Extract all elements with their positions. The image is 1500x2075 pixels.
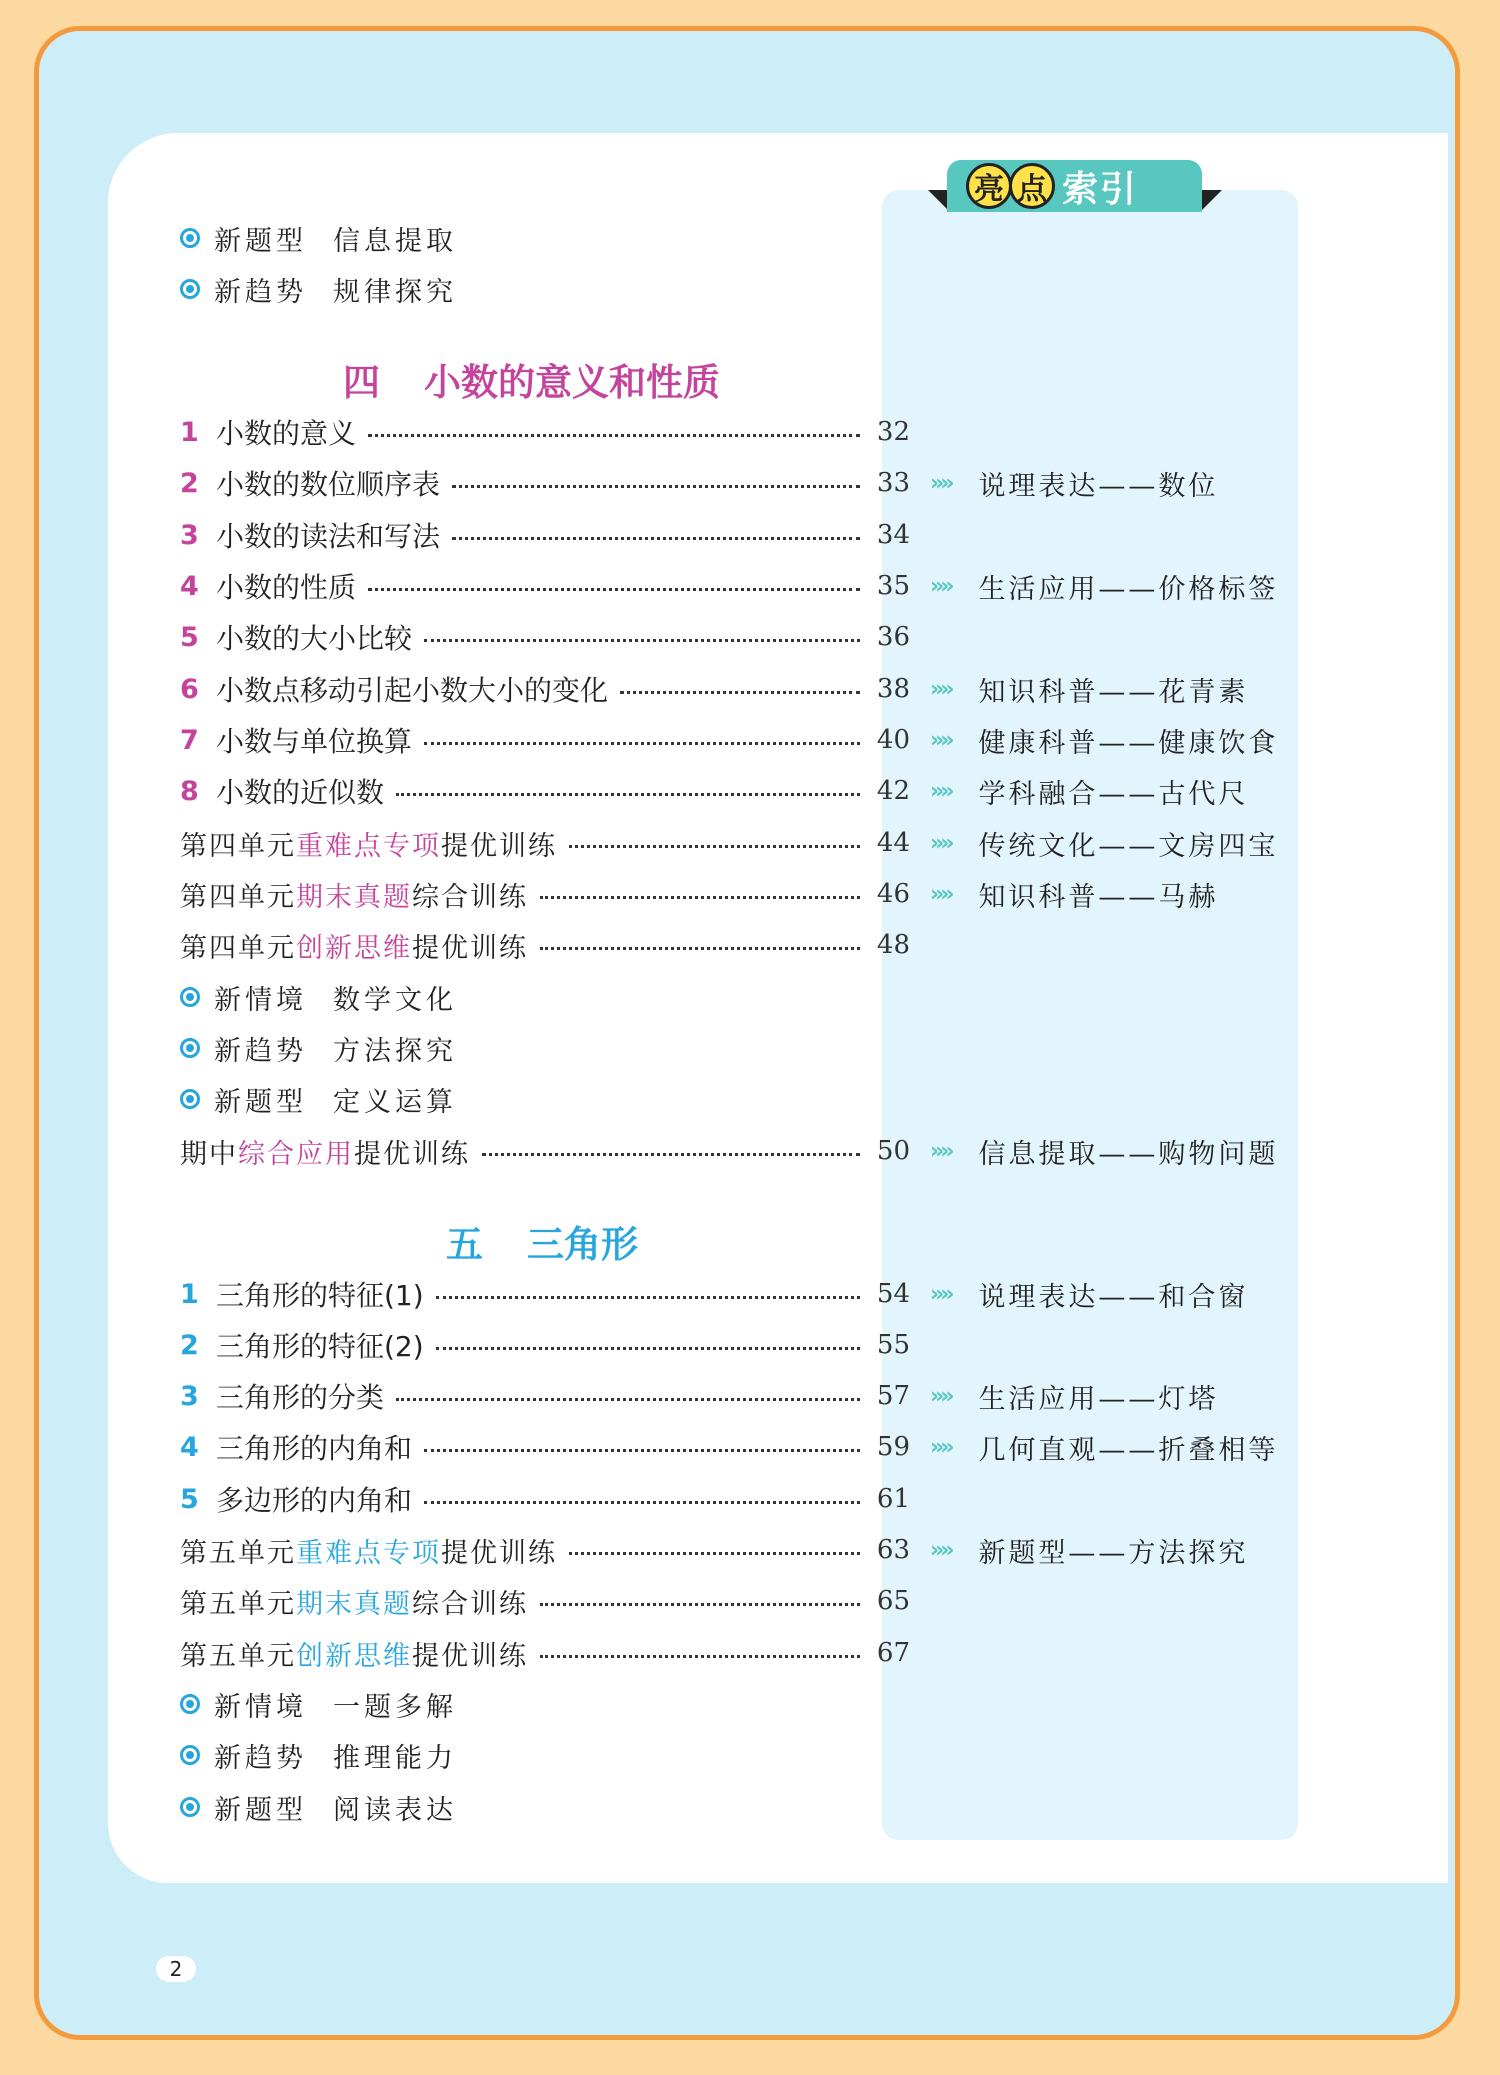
chevron-icon: »» (930, 1383, 951, 1409)
page-number: 35 (876, 571, 910, 601)
highlight-text: 信息提取——购物问题 (978, 1138, 1279, 1170)
page-number: 65 (876, 1586, 910, 1616)
chevron-icon: »» (930, 1537, 951, 1563)
lesson-title: 三角形的特征(2) (216, 1330, 424, 1363)
toc-row[interactable] (180, 1272, 910, 1316)
leader-dots (424, 1501, 860, 1504)
lesson-number: 5 (180, 621, 199, 653)
unit4-number: 四 (343, 361, 380, 404)
bullet-item (180, 216, 457, 260)
leader-dots (436, 1347, 860, 1350)
toc-row[interactable] (180, 615, 910, 659)
training-row[interactable] (180, 872, 910, 916)
lesson-number: 2 (180, 467, 199, 499)
lesson-number: 4 (180, 570, 199, 602)
page-number: 54 (876, 1279, 910, 1309)
bullet-text: 方法探究 (333, 1035, 457, 1067)
unit4-heading (343, 352, 720, 406)
highlight-entry (930, 718, 1278, 762)
highlight-entry (930, 461, 1218, 505)
training-type: 提优训练 (354, 1138, 470, 1170)
training-highlight: 重难点专项 (296, 830, 441, 862)
training-row[interactable] (180, 923, 910, 967)
toc-row[interactable] (180, 769, 910, 813)
page-number: 32 (876, 417, 910, 447)
highlight-entry (930, 821, 1278, 865)
bullet-tag: 新趋势 (214, 1742, 307, 1774)
training-highlight: 创新思维 (296, 1640, 412, 1672)
leader-dots (540, 896, 860, 899)
training-unit: 第五单元 (180, 1537, 296, 1569)
chevron-icon: »» (930, 727, 951, 753)
training-highlight: 重难点专项 (296, 1537, 441, 1569)
training-highlight: 创新思维 (296, 932, 412, 964)
highlight-entry (930, 1425, 1278, 1469)
training-highlight: 期末真题 (296, 881, 412, 913)
bullet-item (180, 1026, 457, 1070)
lesson-number: 7 (180, 724, 199, 756)
toc-row[interactable] (180, 718, 910, 762)
page-number: 50 (876, 1136, 910, 1166)
bullet-tag: 新情境 (214, 1691, 307, 1723)
highlight-text: 知识科普——花青素 (978, 676, 1249, 708)
training-type: 综合训练 (412, 1588, 528, 1620)
lesson-number: 3 (180, 519, 199, 551)
highlight-text: 健康科普——健康饮食 (978, 727, 1279, 759)
highlight-index-panel (882, 190, 1298, 1840)
training-unit: 第四单元 (180, 830, 296, 862)
toc-row[interactable] (180, 1425, 910, 1469)
bullet-item (180, 1785, 457, 1829)
bullet-tag: 新情境 (214, 984, 307, 1016)
bullet-item (180, 267, 457, 311)
training-unit: 第四单元 (180, 881, 296, 913)
chevron-icon: »» (930, 830, 951, 856)
page-number: 61 (876, 1484, 910, 1514)
lesson-title: 小数与单位换算 (216, 725, 413, 758)
highlight-text: 新题型——方法探究 (978, 1537, 1249, 1569)
highlight-text: 传统文化——文房四宝 (978, 830, 1279, 862)
lesson-title: 三角形的特征(1) (216, 1279, 424, 1312)
page-number: 46 (876, 879, 910, 909)
unit4-title: 小数的意义和性质 (424, 361, 720, 404)
chevron-icon: »» (930, 676, 951, 702)
bullet-tag: 新趋势 (214, 276, 307, 308)
training-row[interactable] (180, 1579, 910, 1623)
leader-dots (436, 1296, 860, 1299)
toc-row[interactable] (180, 1374, 910, 1418)
leader-dots (424, 639, 860, 642)
title-rest: 索引 (1062, 168, 1139, 210)
chevron-icon: »» (930, 1138, 951, 1164)
chevron-icon: »» (930, 881, 951, 907)
training-unit: 第四单元 (180, 932, 296, 964)
page-number: 57 (876, 1381, 910, 1411)
highlight-text: 生活应用——灯塔 (978, 1383, 1219, 1415)
page-number: 36 (876, 622, 910, 652)
bullet-tag: 新题型 (214, 225, 307, 257)
bullet-text: 推理能力 (333, 1742, 457, 1774)
page-number: 63 (876, 1535, 910, 1565)
bullet-item (180, 1682, 457, 1726)
toc-row[interactable] (180, 1323, 910, 1367)
highlight-entry (930, 1374, 1218, 1418)
training-unit: 期中 (180, 1138, 238, 1170)
bullet-text: 阅读表达 (333, 1794, 457, 1826)
bullet-tag: 新题型 (214, 1794, 307, 1826)
title-char-badge-1: 亮 (966, 163, 1012, 209)
bullet-text: 数学文化 (333, 984, 457, 1016)
training-type: 提优训练 (412, 1640, 528, 1672)
highlight-text: 生活应用——价格标签 (978, 573, 1279, 605)
page-number: 48 (876, 930, 910, 960)
bullet-ring-icon (180, 1745, 200, 1765)
lesson-number: 1 (180, 1278, 199, 1310)
leader-dots (424, 1449, 860, 1452)
bullet-item (180, 1077, 457, 1121)
bullet-text: 信息提取 (333, 225, 457, 257)
page-number: 67 (876, 1638, 910, 1668)
page-number: 38 (876, 674, 910, 704)
bullet-text: 规律探究 (333, 276, 457, 308)
highlight-entry (930, 872, 1218, 916)
bullet-ring-icon (180, 987, 200, 1007)
toc-row[interactable] (180, 667, 910, 711)
lesson-number: 6 (180, 673, 199, 705)
toc-row[interactable] (180, 564, 910, 608)
bullet-tag: 新趋势 (214, 1035, 307, 1067)
lesson-title: 三角形的内角和 (216, 1432, 413, 1465)
highlight-entry (930, 769, 1248, 813)
bullet-text: 定义运算 (333, 1086, 457, 1118)
lesson-number: 2 (180, 1329, 199, 1361)
lesson-title: 多边形的内角和 (216, 1484, 413, 1517)
training-row[interactable] (180, 1528, 910, 1572)
page-number: 34 (876, 520, 910, 550)
page-number: 55 (876, 1330, 910, 1360)
training-unit: 第五单元 (180, 1640, 296, 1672)
bullet-ring-icon (180, 228, 200, 248)
lesson-title: 小数的大小比较 (216, 622, 413, 655)
page-number: 42 (876, 776, 910, 806)
chevron-icon: »» (930, 573, 951, 599)
unit5-heading (446, 1214, 638, 1268)
highlight-entry (930, 667, 1248, 711)
lesson-title: 小数的数位顺序表 (216, 468, 441, 501)
lesson-title: 小数的意义 (216, 417, 357, 450)
ribbon-right-wing (1202, 190, 1222, 210)
toc-row[interactable] (180, 461, 910, 505)
leader-dots (620, 691, 860, 694)
chevron-icon: »» (930, 1434, 951, 1460)
training-type: 提优训练 (412, 932, 528, 964)
leader-dots (368, 434, 860, 437)
chevron-icon: »» (930, 470, 951, 496)
highlight-text: 学科融合——古代尺 (978, 778, 1249, 810)
highlight-text: 说理表达——和合窗 (978, 1281, 1249, 1313)
lesson-number: 5 (180, 1483, 199, 1515)
midterm-row[interactable] (180, 1129, 910, 1173)
page-number-badge: 2 (156, 1956, 196, 1982)
page-number: 40 (876, 725, 910, 755)
leader-dots (452, 485, 860, 488)
lesson-title: 小数的性质 (216, 571, 357, 604)
lesson-title: 小数的读法和写法 (216, 520, 441, 553)
chevron-icon: »» (930, 1281, 951, 1307)
toc-row[interactable] (180, 1477, 910, 1521)
highlight-text: 知识科普——马赫 (978, 881, 1219, 913)
lesson-number: 3 (180, 1380, 199, 1412)
page-number: 33 (876, 468, 910, 498)
leader-dots (482, 1153, 860, 1156)
unit5-title: 三角形 (527, 1223, 638, 1266)
toc-row[interactable] (180, 410, 910, 454)
highlight-entry (930, 564, 1278, 608)
highlight-index-title (966, 161, 1138, 211)
page-number: 44 (876, 828, 910, 858)
lesson-number: 8 (180, 775, 199, 807)
training-type: 综合训练 (412, 881, 528, 913)
lesson-title: 小数点移动引起小数大小的变化 (216, 674, 609, 707)
bullet-text: 一题多解 (333, 1691, 457, 1723)
highlight-text: 几何直观——折叠相等 (978, 1434, 1279, 1466)
training-highlight: 综合应用 (238, 1138, 354, 1170)
training-row[interactable] (180, 1631, 910, 1675)
training-highlight: 期末真题 (296, 1588, 412, 1620)
leader-dots (540, 1603, 860, 1606)
leader-dots (540, 947, 860, 950)
bullet-ring-icon (180, 1089, 200, 1109)
title-char-badge-2: 点 (1009, 163, 1055, 209)
training-type: 提优训练 (441, 1537, 557, 1569)
highlight-entry (930, 1129, 1278, 1173)
bullet-ring-icon (180, 1694, 200, 1714)
leader-dots (396, 793, 860, 796)
toc-row[interactable] (180, 513, 910, 557)
leader-dots (424, 742, 860, 745)
highlight-text: 说理表达——数位 (978, 470, 1219, 502)
leader-dots (540, 1655, 860, 1658)
highlight-entry (930, 1528, 1248, 1572)
highlight-entry (930, 1272, 1248, 1316)
bullet-item (180, 975, 457, 1019)
bullet-item (180, 1733, 457, 1777)
leader-dots (569, 845, 860, 848)
page-number: 59 (876, 1432, 910, 1462)
lesson-number: 4 (180, 1431, 199, 1463)
leader-dots (569, 1552, 860, 1555)
lesson-title: 三角形的分类 (216, 1381, 385, 1414)
bullet-tag: 新题型 (214, 1086, 307, 1118)
leader-dots (452, 537, 860, 540)
training-unit: 第五单元 (180, 1588, 296, 1620)
bullet-ring-icon (180, 1038, 200, 1058)
training-row[interactable] (180, 821, 910, 865)
leader-dots (368, 588, 860, 591)
ribbon-left-wing (928, 190, 948, 210)
leader-dots (396, 1398, 860, 1401)
lesson-title: 小数的近似数 (216, 776, 385, 809)
bullet-ring-icon (180, 1797, 200, 1817)
training-type: 提优训练 (441, 830, 557, 862)
bullet-ring-icon (180, 279, 200, 299)
lesson-number: 1 (180, 416, 199, 448)
unit5-number: 五 (446, 1223, 483, 1266)
chevron-icon: »» (930, 778, 951, 804)
